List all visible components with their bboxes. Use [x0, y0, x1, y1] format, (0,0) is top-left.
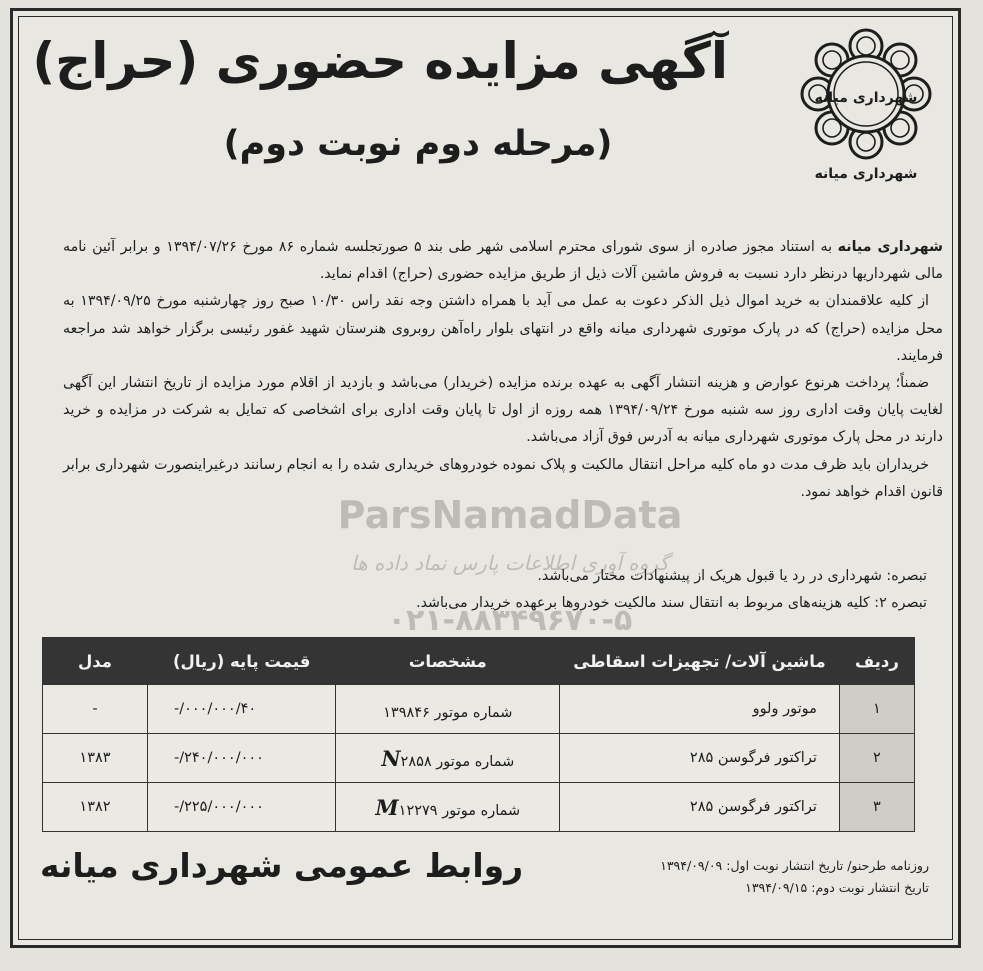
spec-number: ۱۳۹۸۴۶	[383, 704, 430, 721]
item-price: -/۲۲۵/۰۰۰/۰۰۰	[147, 783, 336, 832]
table-header-row	[43, 638, 915, 685]
paragraph-2: از کلیه علاقمندان به خرید اموال ذیل الذکر دعوت به عمل می آید با همراه داشتن وجه نقد راس ۱۰/۳۰ صبح روز چهارشنبه مورخ ۱۳۹۴/۰۹/۲۵ به محل مزایده (حراج) که در پارک موتوری شهرداری میانه واقع در انتهای بلوار راه‌آهن روبروی هنرستان شهید غفور رئیسی برگزار خواهد شد مراجعه فرمایند.	[63, 293, 943, 364]
item-name: تراکتور فرگوسن ۲۸۵	[560, 783, 840, 832]
item-price: -/۰۰۰/۰۰۰/۴۰	[147, 685, 336, 734]
watermark-brand: ParsNamadData	[337, 493, 683, 537]
paragraph-4: خریداران باید ظرف مدت دو ماه کلیه مراحل انتقال مالکیت و پلاک نموده خودروهای خریداری شده را به انجام رسانند درغیراینصورت شهرداری برابر قانون اقدام خواهد نمود.	[63, 456, 943, 500]
items-table	[42, 637, 915, 832]
col-item-header: ماشین آلات/ تجهیزات اسقاطی	[560, 638, 840, 685]
row-number: ۳	[839, 783, 914, 832]
spec-letter: M	[375, 794, 399, 820]
paragraph-1-text: به استناد مجوز صادره از سوی شورای محترم اسلامی شهر طی بند ۵ صورتجلسه شماره ۸۶ مورخ ۱۳۹۴/۰۷/۲۶ و برابر آئین نامه مالی شهرداریها درنظر دارد نسبت به فروش ماشین آلات ذیل از طریق مزایده حضوری (حراج) اقدام نماید.	[63, 239, 943, 283]
paragraph-3: ضمناً؛ پرداخت هرنوع عوارض و هزینه انتشار آگهی به عهده برنده مزایده (خریدار) می‌باشد و بازدید از اقلام مورد مزایده از تاریخ انتشار این آگهی لغایت پایان وقت اداری روز سه شنبه مورخ ۱۳۹۴/۰۹/۲۴ همه روزه از اول تا پایان وقت اداری برای اشخاصی که تمایل به شرکت در مزایده و خرید دارند در محل پارک موتوری شهرداری میانه به آدرس فوق آزاد می‌باشد.	[63, 375, 943, 446]
logo-text: شهرداری میانه	[814, 90, 918, 106]
col-model-header: مدل	[43, 638, 148, 685]
item-price: -/۲۴۰/۰۰۰/۰۰۰	[147, 734, 336, 783]
table-row	[43, 685, 915, 734]
spec-number: ۲۸۵۸	[400, 753, 432, 770]
paragraph-1-lead: شهرداری میانه	[837, 239, 943, 255]
table-row	[43, 783, 915, 832]
ad-body	[63, 234, 943, 506]
row-number: ۲	[839, 734, 914, 783]
note-2: تبصره ۲: کلیه هزینه‌های مربوط به انتقال سند مالکیت خودروها برعهده خریدار می‌باشد.	[416, 595, 927, 611]
second-publication-date: تاریخ انتشار نوبت دوم: ۱۳۹۴/۰۹/۱۵	[745, 880, 929, 895]
municipality-logo	[791, 24, 941, 182]
spec-label: شماره موتور	[442, 802, 521, 819]
ad-title: آگهی مزایده حضوری (حراج)	[32, 32, 728, 90]
watermark-phone: ۰۲۱-۸۸۳۴۹۶۷۰-۵	[387, 603, 633, 638]
item-model: ۱۳۸۳	[43, 734, 148, 783]
flower-emblem-icon	[796, 24, 936, 164]
spec-letter: N	[381, 745, 401, 771]
item-name: موتور ولوو	[560, 685, 840, 734]
col-spec-header: مشخصات	[336, 638, 560, 685]
item-name: تراکتور فرگوسن ۲۸۵	[560, 734, 840, 783]
watermark-tagline: گروه آوری اطلاعات پارس نماد داده ها	[351, 551, 669, 575]
row-number: ۱	[839, 685, 914, 734]
item-spec	[336, 783, 560, 832]
paragraph-1	[63, 234, 943, 288]
spec-label: شماره موتور	[436, 753, 515, 770]
ad-subtitle: (مرحله دوم نوبت دوم)	[223, 124, 613, 164]
item-spec	[336, 734, 560, 783]
publication-dates	[589, 855, 929, 899]
public-relations-signature: روابط عمومی شهرداری میانه	[40, 846, 524, 885]
item-spec	[336, 685, 560, 734]
spec-number: ۱۲۲۷۹	[398, 802, 438, 819]
table-row	[43, 734, 915, 783]
item-model: ۱۳۸۲	[43, 783, 148, 832]
item-model: -	[43, 685, 148, 734]
spec-label: شماره موتور	[434, 704, 513, 721]
col-price-header: قیمت پایه (ریال)	[147, 638, 336, 685]
note-1: تبصره: شهرداری در رد یا قبول هریک از پیشنهادات مختار می‌باشد.	[537, 568, 927, 584]
first-publication-date: روزنامه طرحنو/ تاریخ انتشار نوبت اول: ۱۳۹۴/۰۹/۰۹	[660, 858, 929, 873]
col-row-header: ردیف	[839, 638, 914, 685]
ad-notes	[57, 563, 927, 617]
logo-caption: شهرداری میانه	[814, 166, 918, 182]
